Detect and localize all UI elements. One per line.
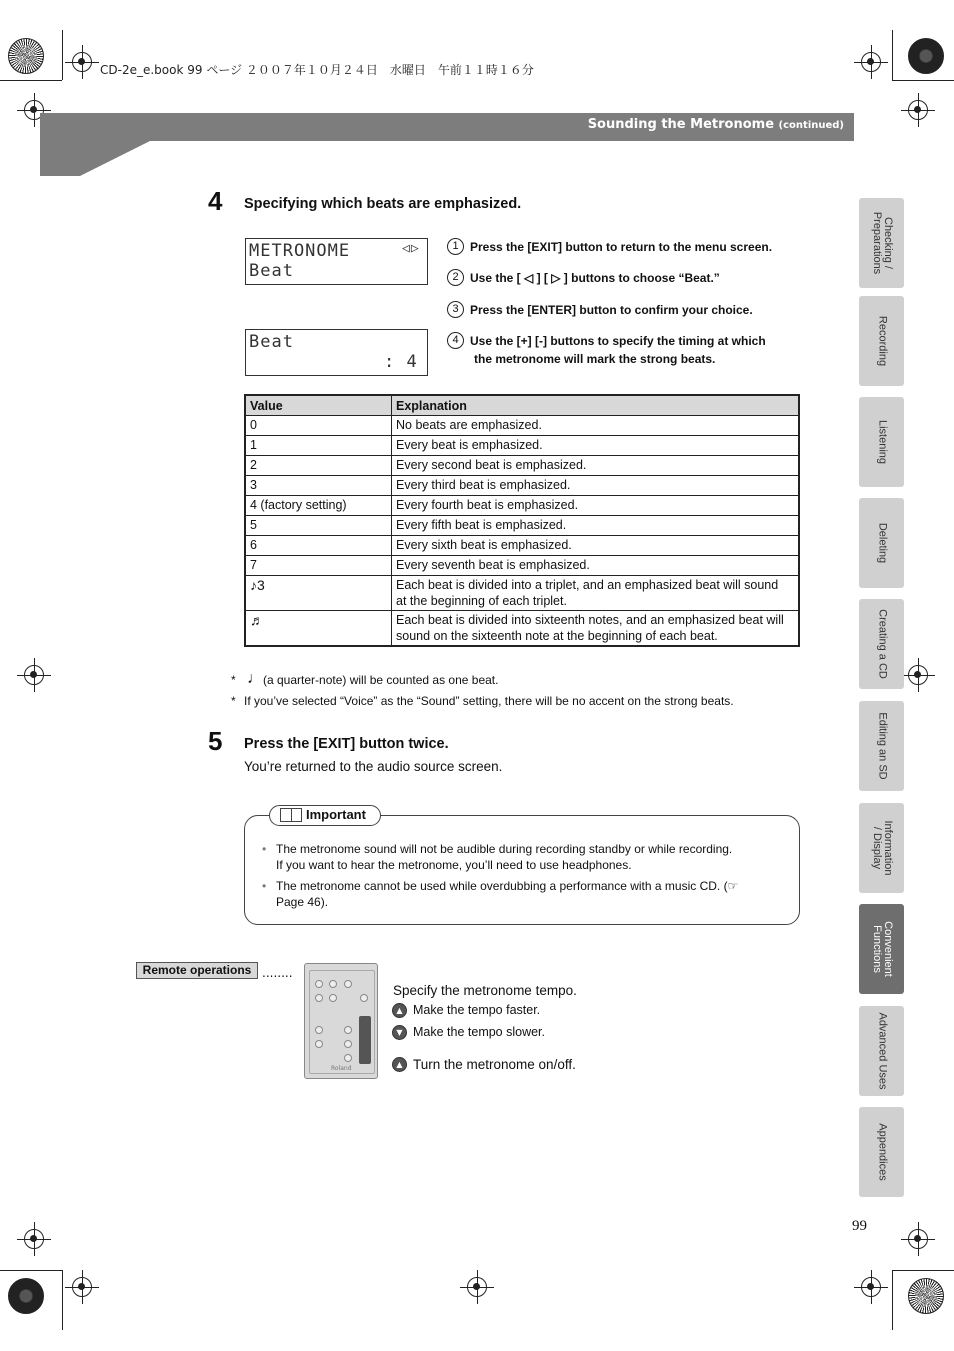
tab-label: Checking / Preparations [870, 211, 894, 275]
note-text: (a quarter-note) will be counted as one beat. [263, 673, 499, 687]
step-number: 4 [208, 186, 223, 216]
tab-advanced-uses[interactable] [859, 1006, 904, 1096]
remote-down-text: Make the tempo slower. [413, 1025, 546, 1039]
step-body: You’re returned to the audio source screen. [244, 759, 503, 774]
important-item: If you want to hear the metronome, you’ll need to use headphones. [276, 858, 632, 872]
important-label: Important [306, 807, 366, 822]
table-row [245, 436, 799, 456]
lcd-line: Beat [249, 332, 294, 352]
table-cell: Every third beat is emphasized. [392, 476, 800, 496]
tab-appendices[interactable] [859, 1107, 904, 1197]
table-row [245, 556, 799, 576]
tab-label: Creating a CD [876, 609, 888, 679]
table-header-row [245, 395, 799, 416]
crop-line [892, 1270, 954, 1271]
instruction-text: Use the [ ◁ ] [ ▷ ] buttons to choose “Beat.” [470, 271, 720, 285]
crop-line [62, 30, 63, 80]
table-cell: Every second beat is emphasized. [392, 456, 800, 476]
page-number: 99 [852, 1218, 867, 1234]
table-cell: Every fifth beat is emphasized. [392, 516, 800, 536]
tab-label: Information / Display [870, 820, 894, 876]
registration-mark-icon [72, 52, 92, 72]
bullet-icon: • [262, 842, 267, 856]
step-circle-3: 3 [447, 301, 464, 318]
lcd-display [245, 329, 428, 376]
step-circle-2: 2 [447, 269, 464, 286]
header-band-corner [80, 141, 150, 176]
table-cell: 1 [245, 436, 392, 456]
section-title-text: Sounding the Metronome [587, 117, 775, 132]
note-mark: * [231, 694, 236, 708]
tab-label: Recording [876, 315, 888, 367]
table-row [245, 416, 799, 436]
table-row [245, 516, 799, 536]
note-mark: * [231, 673, 236, 687]
column-header: Value [245, 395, 392, 416]
lcd-display [245, 238, 428, 285]
important-tag [269, 805, 381, 826]
registration-mark-icon [908, 100, 928, 120]
crop-line [0, 1270, 62, 1271]
tab-convenient-functions[interactable] [859, 904, 904, 994]
remote-onoff-text: Turn the metronome on/off. [413, 1057, 576, 1072]
table-cell: Every sixth beat is emphasized. [392, 536, 800, 556]
table-cell: Every fourth beat is emphasized. [392, 496, 800, 516]
section-title [588, 117, 844, 132]
step-circle-4: 4 [447, 332, 464, 349]
registration-mark-icon [467, 1277, 487, 1297]
table-cell: 0 [245, 416, 392, 436]
table-cell: 2 [245, 456, 392, 476]
tab-deleting[interactable] [859, 498, 904, 588]
print-header: CD-2e_e.book 99 ページ ２００７年１０月２４日 水曜日 午前１１時１６分 [100, 63, 534, 77]
table-cell: 3 [245, 476, 392, 496]
remote-up-text: Make the tempo faster. [413, 1003, 541, 1017]
table-cell-line: Each beat is divided into a triplet, and an emphasized beat will sound [396, 578, 779, 592]
remote-brand: Roland [331, 1065, 352, 1072]
registration-mark-icon [861, 1277, 881, 1297]
book-icon [280, 808, 302, 822]
registration-mark-icon [908, 1229, 928, 1249]
crop-line [892, 30, 893, 80]
table-cell [392, 576, 800, 611]
tab-editing-an-sd[interactable] [859, 701, 904, 791]
registration-mark-icon [24, 665, 44, 685]
registration-burst-icon [908, 1278, 944, 1314]
note-text: If you’ve selected “Voice” as the “Sound” setting, there will be no accent on the strong beats. [244, 694, 734, 708]
remote-control-illustration [304, 963, 378, 1079]
tab-label: Appendices [876, 1123, 888, 1181]
bullet-icon: • [262, 879, 267, 893]
table-row [245, 611, 799, 647]
crop-line [0, 80, 62, 81]
instruction-text: Press the [ENTER] button to confirm your choice. [470, 303, 753, 317]
tab-label: Listening [876, 419, 888, 465]
lcd-line: METRONOME [249, 241, 351, 261]
tab-listening[interactable] [859, 397, 904, 487]
tab-label: Editing an SD [876, 712, 888, 780]
registration-mark-icon [24, 1229, 44, 1249]
table-cell: 6 [245, 536, 392, 556]
triplet-note-icon: ♪3 [245, 576, 392, 611]
important-item: The metronome cannot be used while overdubbing a performance with a music CD. (☞ [276, 879, 739, 893]
tab-label: Convenient Functions [870, 921, 894, 977]
metronome-buttons-highlight [359, 1016, 371, 1064]
registration-burst-icon [8, 1278, 44, 1314]
important-item: The metronome sound will not be audible during recording standby or while recording. [276, 842, 733, 856]
sixteenth-note-icon: ♬ [245, 611, 392, 647]
tab-information-display[interactable] [859, 803, 904, 893]
table-cell: 5 [245, 516, 392, 536]
table-cell: No beats are emphasized. [392, 416, 800, 436]
metronome-icon: ▲ [392, 1057, 407, 1072]
registration-mark-icon [908, 665, 928, 685]
registration-burst-icon [8, 38, 44, 74]
column-header: Explanation [392, 395, 800, 416]
crop-line [62, 1270, 63, 1330]
section-continued: (continued) [778, 120, 844, 131]
table-row [245, 476, 799, 496]
registration-burst-icon [908, 38, 944, 74]
table-cell: 4 (factory setting) [245, 496, 392, 516]
step-title: Press the [EXIT] button twice. [244, 736, 449, 752]
lcd-line: Beat [249, 261, 294, 281]
beat-values-table [244, 394, 800, 647]
table-cell: Every beat is emphasized. [392, 436, 800, 456]
crop-line [892, 1270, 893, 1330]
tab-label: Deleting [876, 522, 888, 564]
remote-heading: Specify the metronome tempo. [393, 983, 577, 998]
crop-line [892, 80, 954, 81]
tab-label: Advanced Uses [876, 1012, 888, 1090]
tab-checking-preparations[interactable] [859, 198, 904, 288]
registration-mark-icon [72, 1277, 92, 1297]
table-row [245, 576, 799, 611]
table-cell-line: Each beat is divided into sixteenth notes, and an emphasized beat will [396, 613, 784, 627]
remote-operations-label: Remote operations [136, 962, 258, 979]
lcd-line: : 4 [384, 352, 418, 372]
instruction-text: Press the [EXIT] button to return to the menu screen. [470, 240, 773, 254]
tab-creating-a-cd[interactable] [859, 599, 904, 689]
up-arrow-icon: ▲ [392, 1003, 407, 1018]
tab-recording[interactable] [859, 296, 904, 386]
leader-dots: ........ [262, 966, 293, 980]
step-title: Specifying which beats are emphasized. [244, 196, 522, 212]
down-arrow-icon: ▼ [392, 1025, 407, 1040]
table-cell [392, 611, 800, 647]
header-band-block [40, 141, 80, 176]
instruction-text: Use the [+] [-] buttons to specify the timing at which [470, 334, 766, 348]
table-cell: 7 [245, 556, 392, 576]
table-cell-line: sound on the sixteenth note at the beginning of each beat. [396, 629, 718, 643]
table-row [245, 496, 799, 516]
table-cell: Every seventh beat is emphasized. [392, 556, 800, 576]
step-circle-1: 1 [447, 238, 464, 255]
table-row [245, 536, 799, 556]
table-cell-line: at the beginning of each triplet. [396, 594, 567, 608]
quarter-note-icon: ♩ [247, 670, 263, 687]
registration-mark-icon [861, 52, 881, 72]
lcd-arrows: ◁▷ [402, 241, 420, 256]
table-row [245, 456, 799, 476]
instruction-text: the metronome will mark the strong beats. [474, 352, 716, 366]
important-item: Page 46). [276, 895, 329, 909]
step-number: 5 [208, 726, 223, 756]
